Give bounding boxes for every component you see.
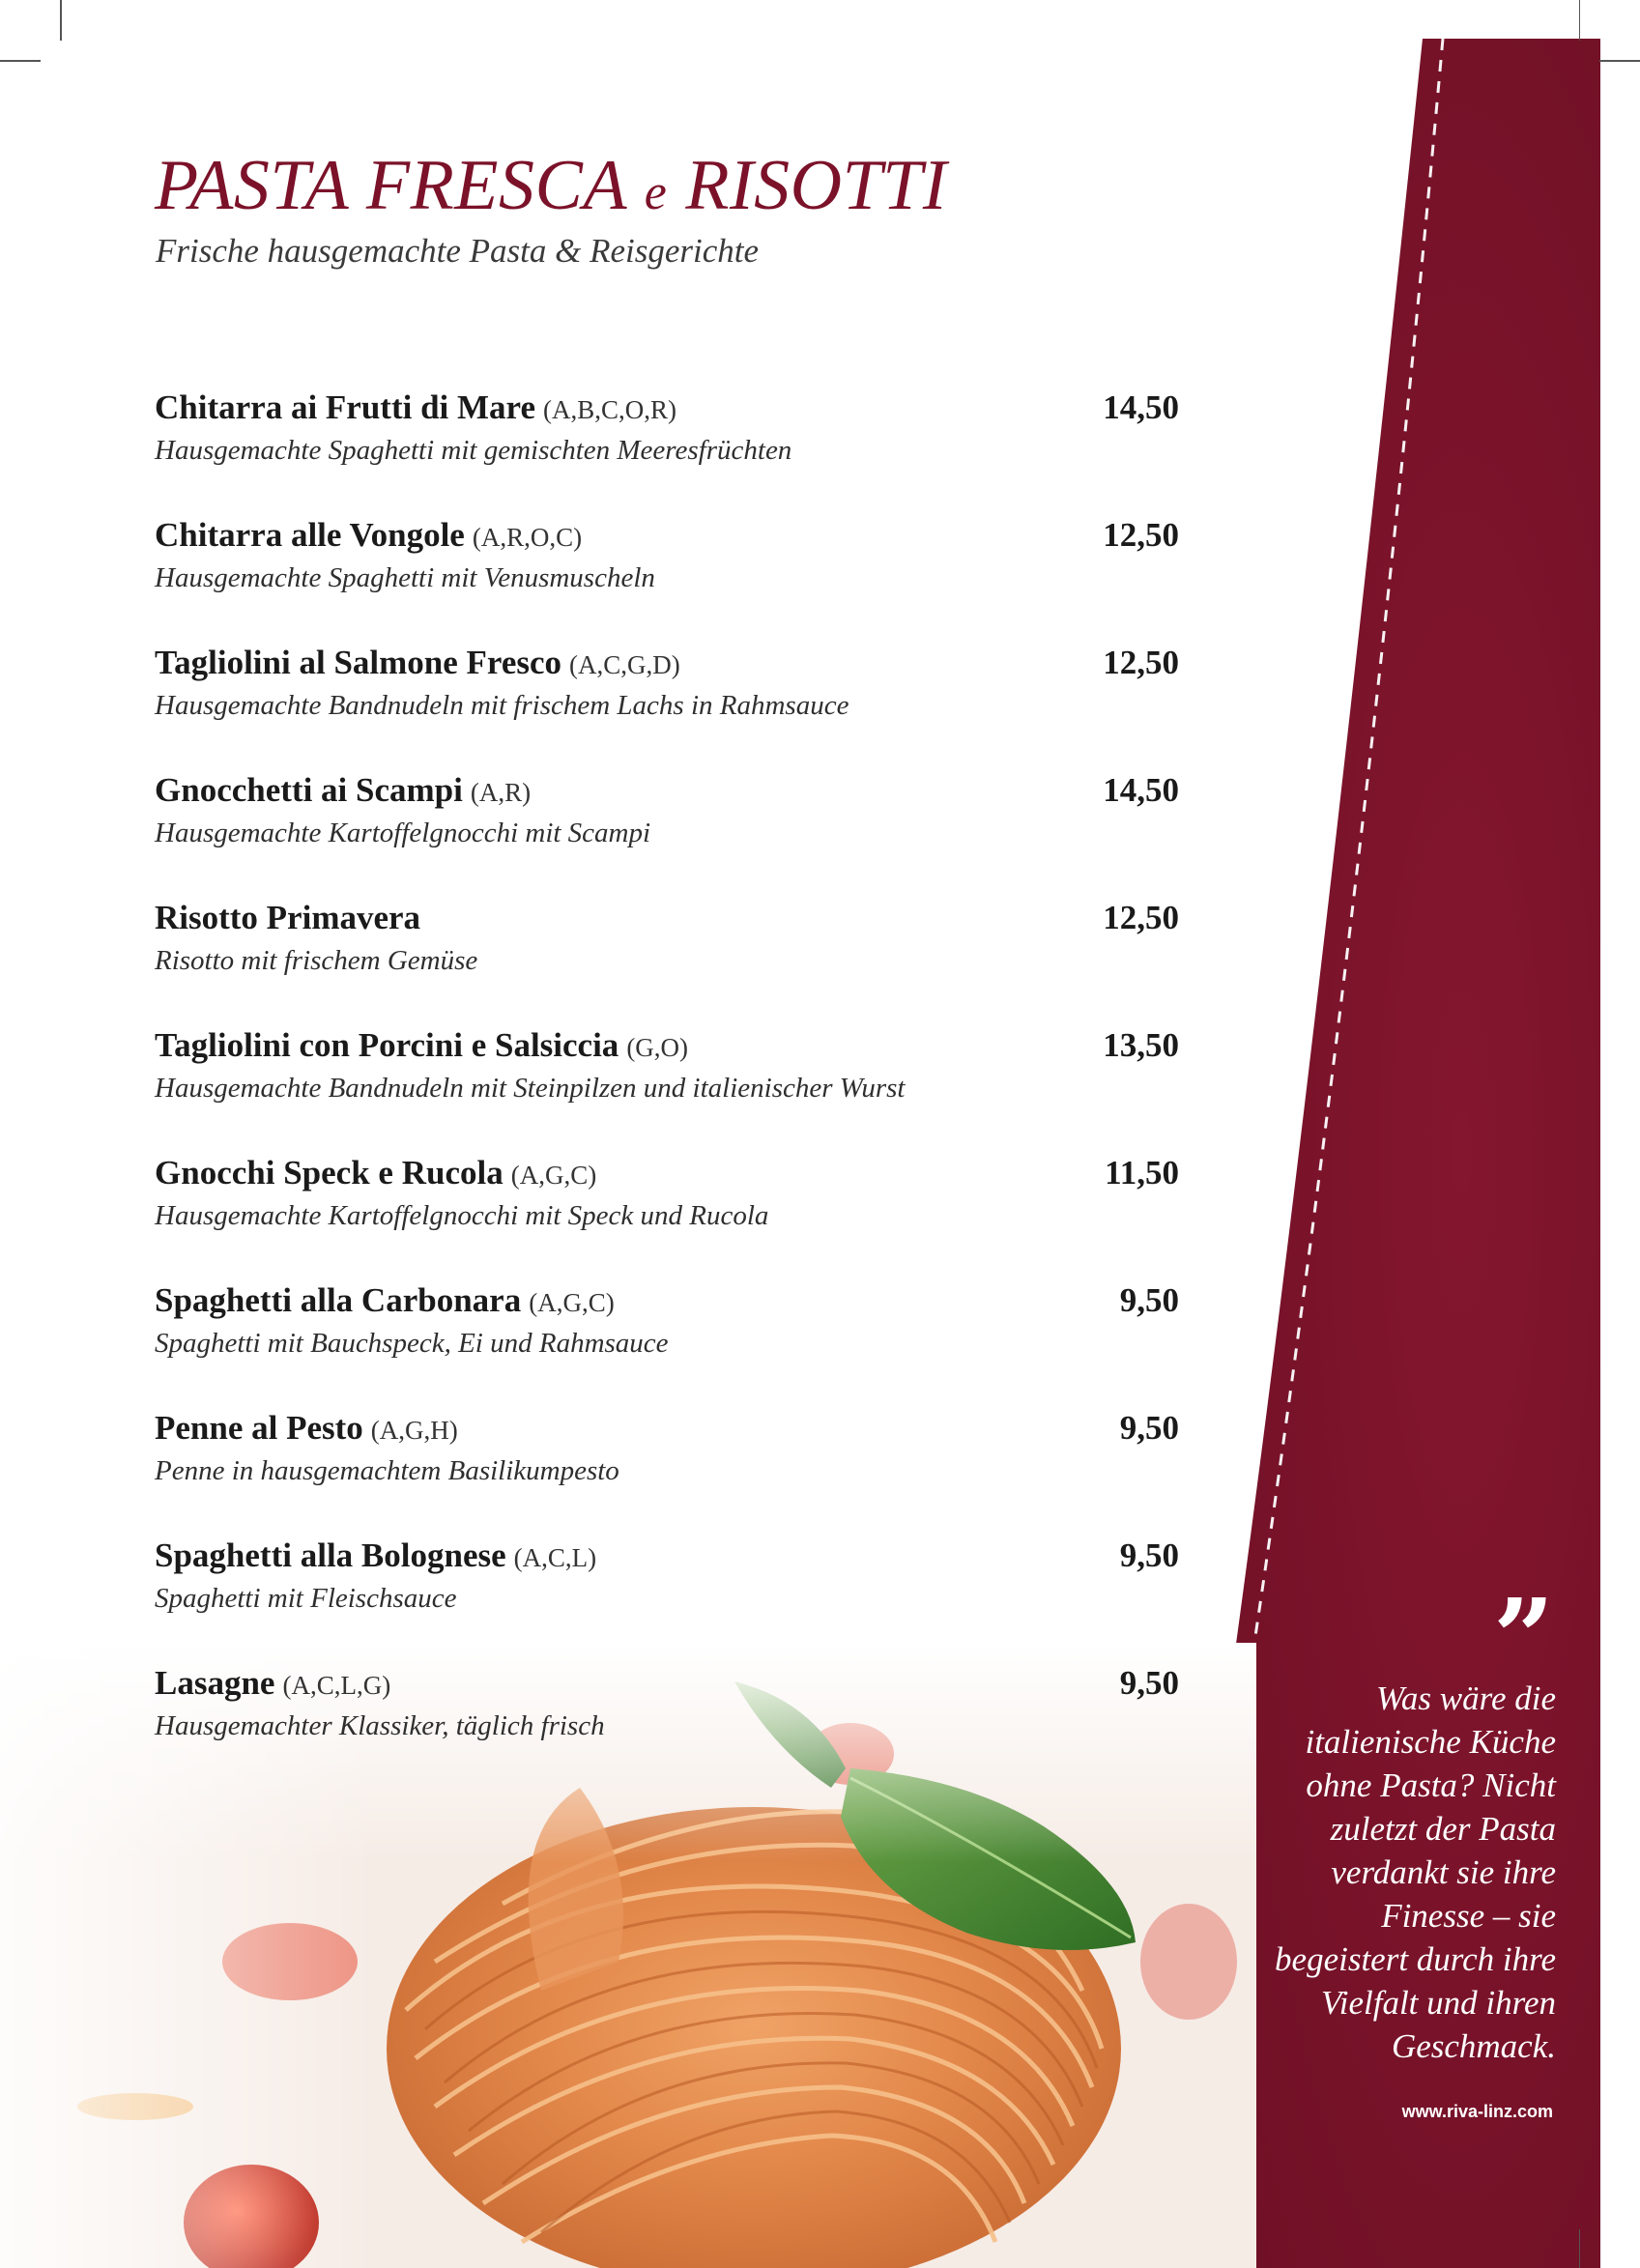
quote-line: Was wäre die bbox=[1375, 1679, 1556, 1717]
crop-mark bbox=[60, 0, 62, 41]
item-name: Lasagne bbox=[155, 1664, 275, 1702]
item-allergens: (A,C,L) bbox=[513, 1543, 597, 1572]
item-description: Hausgemachte Spaghetti mit gemischten Meeresfrüchten bbox=[155, 435, 792, 466]
menu-item bbox=[155, 1662, 1179, 1790]
menu-item bbox=[155, 1024, 1179, 1152]
item-name: Tagliolini con Porcini e Salsiccia bbox=[155, 1026, 619, 1064]
crop-mark bbox=[0, 60, 41, 62]
quote-line: Vielfalt und ihren bbox=[1320, 1984, 1556, 2022]
menu-item bbox=[155, 1279, 1179, 1407]
menu-item bbox=[155, 387, 1179, 514]
quote-line: verdankt sie ihre bbox=[1331, 1853, 1556, 1891]
item-name-line bbox=[155, 1279, 615, 1324]
menu-item bbox=[155, 514, 1179, 642]
quote-line: italienische Küche bbox=[1305, 1723, 1556, 1761]
item-price: 9,50 bbox=[1119, 1664, 1179, 1702]
item-allergens: (A,B,C,O,R) bbox=[543, 395, 677, 424]
item-name: Penne al Pesto bbox=[155, 1409, 363, 1447]
menu-item bbox=[155, 769, 1179, 897]
crop-mark bbox=[1579, 0, 1581, 41]
menu-list bbox=[155, 387, 1179, 1790]
item-description: Hausgemachte Spaghetti mit Venusmuscheln bbox=[155, 562, 655, 593]
quote-line: ohne Pasta? Nicht bbox=[1306, 1766, 1556, 1804]
menu-item bbox=[155, 1407, 1179, 1535]
item-description: Penne in hausgemachtem Basilikumpesto bbox=[155, 1455, 619, 1486]
crop-mark bbox=[1579, 2229, 1581, 2268]
quote-line: Finesse – sie bbox=[1381, 1897, 1556, 1935]
item-description: Hausgemachter Klassiker, täglich frisch bbox=[155, 1710, 605, 1741]
item-price: 12,50 bbox=[1103, 644, 1179, 681]
item-name: Gnocchetti ai Scampi bbox=[155, 771, 463, 809]
item-description: Hausgemachte Bandnudeln mit frischem Lachs in Rahmsauce bbox=[155, 690, 849, 721]
item-allergens: (A,R,O,C) bbox=[472, 523, 583, 552]
item-name-line bbox=[155, 1407, 458, 1451]
item-price: 14,50 bbox=[1103, 771, 1179, 809]
item-description: Spaghetti mit Bauchspeck, Ei und Rahmsauce bbox=[155, 1328, 669, 1359]
item-price: 12,50 bbox=[1103, 516, 1179, 554]
item-name: Chitarra ai Frutti di Mare bbox=[155, 388, 535, 426]
quotation-mark-icon: ” bbox=[1493, 1575, 1555, 1700]
item-allergens: (A,G,C) bbox=[510, 1161, 597, 1190]
item-name-line bbox=[155, 1024, 688, 1069]
menu-item bbox=[155, 1152, 1179, 1279]
title-part-1: PASTA FRESCA bbox=[155, 146, 645, 225]
item-allergens: (G,O) bbox=[626, 1033, 689, 1062]
item-price: 9,50 bbox=[1119, 1281, 1179, 1319]
item-name-line bbox=[155, 642, 680, 686]
item-allergens: (A,C,L,G) bbox=[282, 1671, 391, 1700]
item-description: Hausgemachte Kartoffelgnocchi mit Speck und Rucola bbox=[155, 1200, 769, 1231]
menu-item bbox=[155, 642, 1179, 769]
item-price: 13,50 bbox=[1103, 1026, 1179, 1064]
item-price: 9,50 bbox=[1119, 1536, 1179, 1574]
item-name: Gnocchi Speck e Rucola bbox=[155, 1154, 504, 1191]
item-name: Spaghetti alla Bolognese bbox=[155, 1536, 506, 1574]
item-allergens: (A,C,G,D) bbox=[569, 650, 680, 679]
page-subtitle: Frische hausgemachte Pasta & Reisgerichte bbox=[156, 232, 760, 270]
item-price: 9,50 bbox=[1119, 1409, 1179, 1447]
menu-item bbox=[155, 1535, 1179, 1662]
page-title bbox=[155, 145, 947, 227]
item-name: Chitarra alle Vongole bbox=[155, 516, 465, 554]
item-name: Spaghetti alla Carbonara bbox=[155, 1281, 522, 1319]
pasta-quote bbox=[1218, 1677, 1556, 2068]
title-part-2: RISOTTI bbox=[667, 146, 948, 225]
item-allergens: (A,G,H) bbox=[370, 1416, 458, 1445]
item-description: Hausgemachte Bandnudeln mit Steinpilzen und italienischer Wurst bbox=[155, 1073, 906, 1104]
quote-line: begeistert durch ihre bbox=[1275, 1940, 1556, 1978]
item-allergens: (A,G,C) bbox=[529, 1288, 615, 1317]
item-name-line bbox=[155, 387, 676, 431]
item-description: Spaghetti mit Fleischsauce bbox=[155, 1583, 457, 1614]
quote-line: Geschmack. bbox=[1391, 2027, 1556, 2065]
item-name-line bbox=[155, 769, 531, 814]
item-name-line bbox=[155, 1535, 596, 1579]
item-price: 14,50 bbox=[1103, 388, 1179, 426]
item-allergens: (A,R) bbox=[470, 778, 532, 807]
quote-line: zuletzt der Pasta bbox=[1330, 1810, 1556, 1848]
item-name: Tagliolini al Salmone Fresco bbox=[155, 644, 562, 681]
item-name-line bbox=[155, 1662, 390, 1707]
item-description: Risotto mit frischem Gemüse bbox=[155, 945, 478, 976]
item-name-line bbox=[155, 514, 582, 559]
website-url: www.riva-linz.com bbox=[1401, 2102, 1553, 2121]
title-connector: e bbox=[644, 165, 668, 220]
item-description: Hausgemachte Kartoffelgnocchi mit Scampi bbox=[155, 818, 651, 848]
item-price: 11,50 bbox=[1105, 1154, 1179, 1191]
item-name-line bbox=[155, 1152, 596, 1196]
menu-item bbox=[155, 897, 1179, 1024]
item-price: 12,50 bbox=[1103, 899, 1179, 936]
item-name: Risotto Primavera bbox=[155, 899, 421, 936]
crop-mark bbox=[1599, 60, 1640, 62]
item-name-line bbox=[155, 897, 428, 941]
